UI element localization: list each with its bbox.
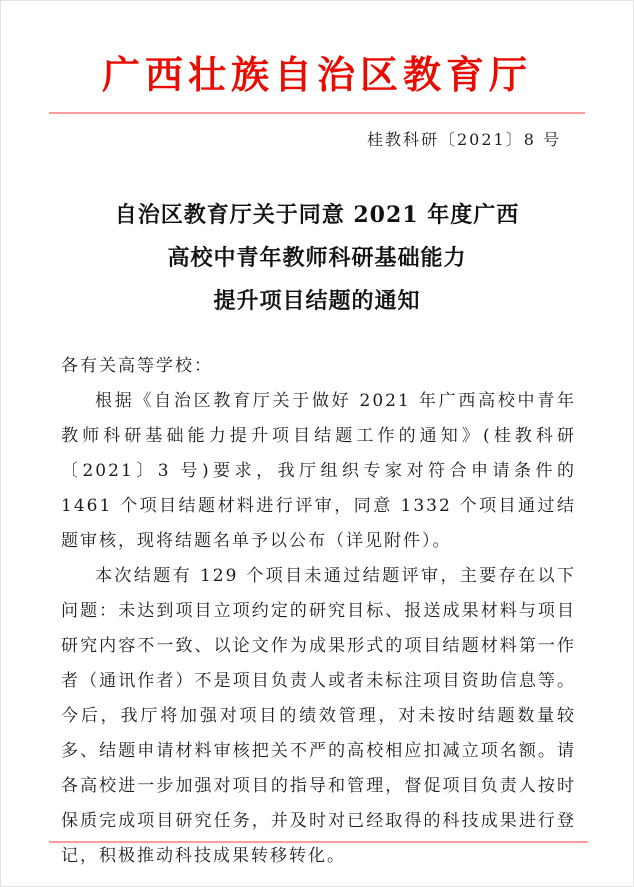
notice-title [1, 194, 633, 323]
body-paragraph: 根据《自治区教育厅关于做好 2021 年广西高校中青年教师科研基础能力提升项目结题工作的通知》(桂教科研〔2021〕3 号)要求，我厅组织专家对符合申请条件的 1461 个项目结题材料进行评审，同意 1332 个项目通过结题审核，现将结题名单予以公布（详见附件）。 [61, 391, 576, 551]
letterhead-divider-rule [49, 112, 585, 114]
body-paragraph: 本次结题有 129 个项目未通过结题评审，主要存在以下问题：未达到项目立项约定的研究目标、报送成果材料与项目研究内容不一致、以论文作为成果形式的项目结题材料第一作者（通讯作者）不是项目负责人或者未标注项目资助信息等。今后，我厅将加强对项目的绩效管理，对未按时结题数量较多、结题申请材料审核把关不严的高校相应扣减立项名额。请各高校进一步加强对项目的指导和管理，督促项目负责人按时保质完成项目研究任务，并及时对已经取得的科技成果进行登记，积极推动科技成果转移转化。 [61, 566, 576, 866]
notice-title-line-1: 自治区教育厅关于同意 2021 年度广西 [114, 202, 520, 228]
letterhead-title: 广西壮族自治区教育厅 [101, 52, 532, 97]
document-reference-number: 桂教科研〔2021〕8 号 [367, 130, 561, 149]
notice-title-line-3: 提升项目结题的通知 [213, 288, 421, 314]
footer-divider-rule [49, 841, 588, 843]
notice-title-line-2: 高校中青年教师科研基础能力 [167, 245, 467, 271]
notice-body [61, 349, 576, 874]
salutation: 各有关高等学校： [61, 356, 213, 376]
